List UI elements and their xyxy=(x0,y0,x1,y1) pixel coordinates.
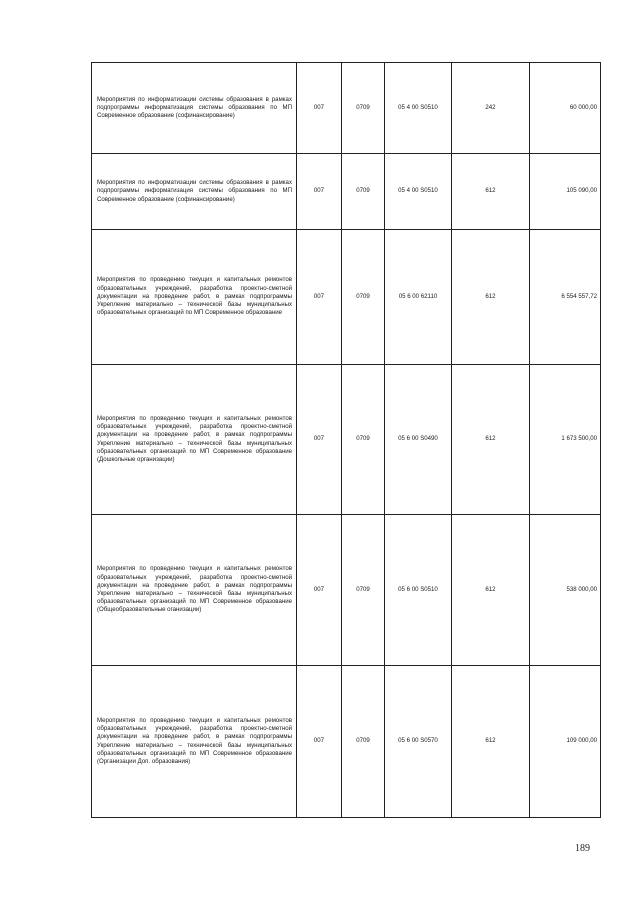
ministry-code-cell: 007 xyxy=(297,154,342,230)
expense-type-cell: 612 xyxy=(452,515,530,666)
page-number: 189 xyxy=(575,843,590,854)
amount-cell: 6 554 557,72 xyxy=(530,230,601,365)
target-article-cell: 05 4 00 S0510 xyxy=(385,154,452,230)
section-code-cell: 0709 xyxy=(342,63,385,154)
table-row xyxy=(92,666,601,818)
ministry-code-cell: 007 xyxy=(297,63,342,154)
section-code-cell: 0709 xyxy=(342,365,385,515)
amount-cell: 1 673 500,00 xyxy=(530,365,601,515)
section-code-cell: 0709 xyxy=(342,666,385,818)
ministry-code-cell: 007 xyxy=(297,666,342,818)
row-name-cell: Мероприятия по проведению текущих и капитальных ремонтов образовательных учреждений, разработка проектно-сметной документации на проведение работ, в рамках подпрограммы Укрепление материально – технической базы муниципальных образовательных организаций по МП Современное образование (Общеобразовательные оганизации) xyxy=(92,515,297,666)
target-article-cell: 05 6 00 62110 xyxy=(385,230,452,365)
expense-type-cell: 242 xyxy=(452,63,530,154)
ministry-code-cell: 007 xyxy=(297,230,342,365)
row-name-cell: Мероприятия по информатизации системы образования в рамках подпрограммы информатизация системы образования по МП Современное образование (софинансирование) xyxy=(92,154,297,230)
budget-table xyxy=(91,62,601,818)
row-name-cell: Мероприятия по проведению текущих и капитальных ремонтов образовательных учреждений, разработка проектно-сметной документации на проведение работ, в рамках подпрограммы Укрепление материально – технической базы муниципальных образовательных организаций по МП Современное образование (Дошкольные организации) xyxy=(92,365,297,515)
table-row xyxy=(92,515,601,666)
amount-cell: 105 090,00 xyxy=(530,154,601,230)
expense-type-cell: 612 xyxy=(452,154,530,230)
ministry-code-cell: 007 xyxy=(297,515,342,666)
row-name-cell: Мероприятия по проведению текущих и капитальных ремонтов образовательных учреждений, разработка проектно-сметной документации на проведение работ, в рамках подпрограммы Укрепление материально – технической базы муниципальных образовательных организаций по МП Современное образование (Организации Доп. образования) xyxy=(92,666,297,818)
target-article-cell: 05 6 00 S0510 xyxy=(385,515,452,666)
section-code-cell: 0709 xyxy=(342,515,385,666)
target-article-cell: 05 6 00 S0570 xyxy=(385,666,452,818)
table-row xyxy=(92,154,601,230)
table-row xyxy=(92,63,601,154)
section-code-cell: 0709 xyxy=(342,154,385,230)
target-article-cell: 05 4 00 S0510 xyxy=(385,63,452,154)
table-row xyxy=(92,230,601,365)
amount-cell: 538 000,00 xyxy=(530,515,601,666)
expense-type-cell: 612 xyxy=(452,230,530,365)
target-article-cell: 05 6 00 S0490 xyxy=(385,365,452,515)
ministry-code-cell: 007 xyxy=(297,365,342,515)
amount-cell: 60 000,00 xyxy=(530,63,601,154)
amount-cell: 109 000,00 xyxy=(530,666,601,818)
row-name-cell: Мероприятия по информатизации системы образования в рамках подпрограммы информатизация системы образования по МП Современное образование (софинансирование) xyxy=(92,63,297,154)
expense-type-cell: 612 xyxy=(452,666,530,818)
expense-type-cell: 612 xyxy=(452,365,530,515)
section-code-cell: 0709 xyxy=(342,230,385,365)
table-row xyxy=(92,365,601,515)
row-name-cell: Мероприятия по проведению текущих и капитальных ремонтов образовательных учреждений, разработка проектно-сметной документации на проведение работ, в рамках подпрограммы Укрепление материально – технической базы муниципальных образовательных организаций по МП Современное образование xyxy=(92,230,297,365)
